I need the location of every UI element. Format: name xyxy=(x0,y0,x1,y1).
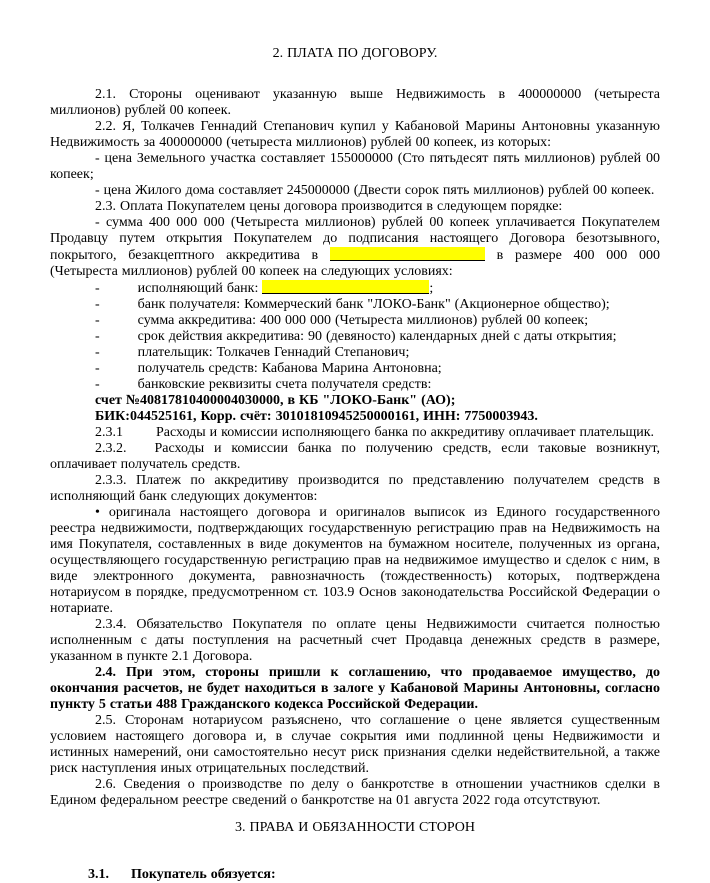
clause-house-price xyxy=(50,183,660,199)
redacted-highlight-blank xyxy=(262,280,429,294)
clause-house-price-text: - цена Жилого дома составляет 245000000 (Двести сорок пять миллионов) рублей 00 копеек. xyxy=(95,183,655,198)
heading-section-2-payment-text: 2. ПЛАТА ПО ДОГОВОРУ. xyxy=(272,46,438,61)
lc-item-executing-bank xyxy=(50,280,660,297)
lc-item-beneficiary-text: - xyxy=(95,361,100,376)
lc-item-payer xyxy=(50,345,660,361)
bank-codes-line xyxy=(50,409,660,425)
clause-2-3-1-executing-bank-fees-text: Расходы и комиссии исполняющего банка по аккредитиву оплачивает плательщик. xyxy=(156,425,655,440)
lc-item-beneficiary-text: получатель средств: Кабанова Марина Антоновна; xyxy=(137,361,442,376)
bank-codes-line-text: БИК:044525161, Корр. счёт: 30101810945250000161, ИНН: 7750003943. xyxy=(95,409,538,424)
clause-2-6-bankruptcy xyxy=(50,777,660,809)
lc-item-executing-bank-text: ; xyxy=(429,281,434,296)
clause-3-1-buyer-obligations xyxy=(50,867,660,883)
clause-3-1-buyer-obligations-text: 3.1. xyxy=(88,867,109,882)
clause-2-5-price-condition xyxy=(50,713,660,777)
lc-item-bank-requisites-text: банковские реквизиты счета получателя средств: xyxy=(137,377,432,392)
clause-2-4-no-pledge xyxy=(50,665,660,713)
clause-land-price xyxy=(50,151,660,183)
redacted-highlight-blank xyxy=(330,247,485,261)
clause-land-price-text: - цена Земельного участка составляет 155000000 (Сто пятьдесят пять миллионов) рублей 00 копеек; xyxy=(50,151,660,182)
clause-3-1-buyer-obligations-text: Покупатель обязуется: xyxy=(131,867,276,882)
lc-item-validity-term-text: - xyxy=(95,329,100,344)
clause-2-3-4-obligation-fulfilled xyxy=(50,617,660,665)
clause-2-2-purchase xyxy=(50,119,660,151)
clause-2-3-1-executing-bank-fees xyxy=(50,425,660,441)
lc-item-bank-requisites xyxy=(50,377,660,393)
lc-item-amount xyxy=(50,313,660,329)
clause-2-1-valuation-text: 2.1. Стороны оценивают указанную выше Недвижимость в 400000000 (четыреста миллионов) рублей 00 копеек. xyxy=(50,87,660,118)
lc-item-amount-text: сумма аккредитива: 400 000 000 (Четыреста миллионов) рублей 00 копеек; xyxy=(137,313,589,328)
lc-item-payer-text: - xyxy=(95,345,100,360)
heading-section-3-rights-text: 3. ПРАВА И ОБЯЗАННОСТИ СТОРОН xyxy=(234,820,476,835)
clause-2-6-bankruptcy-text: 2.6. Сведения о производстве по делу о банкротстве в отношении участников сделки в Едином федеральном реестре сведений о банкротстве на 01 августа 2022 года отсутствуют. xyxy=(50,777,660,808)
bullet-required-documents-text: • оригинала настоящего договора и оригиналов выписок из Единого государственного реестра недвижимости, подтверждающих государственную регистрацию прав на Недвижимость на имя Покупателя, составленных в виде документов на бумажном носителе, полученных из органа, осуществляющего государственную регистрацию прав на недвижимое имущество и сделок с ним, в виде электронного документа, равнозначность (тождественность) которых, подтверждена нотариусом в порядке, предусмотренном ст. 103.9 Основ законодательства Российской Федерации о нотариате. xyxy=(50,505,660,616)
clause-2-3-1-executing-bank-fees-text: 2.3.1 xyxy=(95,425,123,440)
clause-letter-of-credit-text: в размере 400 000 000 (Четыреста миллионов) рублей 00 копеек на следующих условиях: xyxy=(50,248,660,279)
clause-2-3-payment-order xyxy=(50,199,660,215)
lc-item-bank-requisites-text: - xyxy=(95,377,100,392)
clause-letter-of-credit xyxy=(50,215,660,280)
lc-item-recipient-bank xyxy=(50,297,660,313)
lc-item-executing-bank-text: - xyxy=(95,281,100,296)
clause-2-1-valuation xyxy=(50,87,660,119)
lc-item-amount-text: - xyxy=(95,313,100,328)
lc-item-validity-term-text: срок действия аккредитива: 90 (девяносто) календарных дней с даты открытия; xyxy=(137,329,617,344)
heading-section-3-rights xyxy=(50,820,660,836)
heading-section-2-payment xyxy=(50,46,660,62)
clause-2-2-purchase-text: 2.2. Я, Толкачев Геннадий Степанович купил у Кабановой Марины Антоновны указанную Недвижимость за 400000000 (четыреста миллионов) рублей 00 копеек, из которых: xyxy=(50,119,660,150)
lc-item-validity-term xyxy=(50,329,660,345)
clause-2-3-2-receiving-bank-fees-text: 2.3.2. xyxy=(95,441,127,456)
bullet-required-documents xyxy=(50,505,660,617)
clause-2-3-2-receiving-bank-fees-text: Расходы и комиссии банка по получению средств, если таковые возникнут, оплачивает получатель средств. xyxy=(50,441,660,472)
lc-item-recipient-bank-text: - xyxy=(95,297,100,312)
lc-item-executing-bank-text: исполняющий банк: xyxy=(137,281,263,296)
account-number-line-text: счет №40817810400004030000, в КБ "ЛОКО-Банк" (АО); xyxy=(95,393,456,408)
clause-2-5-price-condition-text: 2.5. Сторонам нотариусом разъяснено, что соглашение о цене является существенным условием настоящего договора и, в случае сокрытия ими подлинной цены Недвижимости и истинных намерений, они самостоятельно несут риск признания сделки недействительной, а также риск наступления иных отрицательных последствий. xyxy=(50,713,660,776)
clause-2-3-3-payment-documents xyxy=(50,473,660,505)
clause-2-3-2-receiving-bank-fees xyxy=(50,441,660,473)
clause-letter-of-credit-text: - сумма 400 000 000 (Четыреста миллионов) рублей 00 копеек уплачивается Покупателем Продавцу путем открытия Покупателем до подписания настоящего Договора безотзывного, покрытого, безакцептного аккредитива в xyxy=(50,215,660,263)
lc-item-recipient-bank-text: банк получателя: Коммерческий банк "ЛОКО-Банк" (Акционерное общество); xyxy=(137,297,610,312)
contract-payment-section xyxy=(50,46,660,883)
clause-2-4-no-pledge-text: 2.4. При этом, стороны пришли к соглашению, что продаваемое имущество, до окончания расчетов, не будет находиться в залоге у Кабановой Марины Антоновны, согласно пункту 5 статьи 488 Гражданского кодекса Российской Федерации. xyxy=(50,665,660,712)
clause-2-3-4-obligation-fulfilled-text: 2.3.4. Обязательство Покупателя по оплате цены Недвижимости считается полностью исполненным с даты поступления на расчетный счет Продавца денежных средств в размере, указанном в пункте 2.1 Договора. xyxy=(50,617,660,664)
lc-item-payer-text: плательщик: Толкачев Геннадий Степанович; xyxy=(137,345,410,360)
clause-2-3-payment-order-text: 2.3. Оплата Покупателем цены договора производится в следующем порядке: xyxy=(95,199,563,214)
lc-item-beneficiary xyxy=(50,361,660,377)
account-number-line xyxy=(50,393,660,409)
clause-2-3-3-payment-documents-text: 2.3.3. Платеж по аккредитиву производится по представлению получателем средств в исполняющий банк следующих документов: xyxy=(50,473,660,504)
